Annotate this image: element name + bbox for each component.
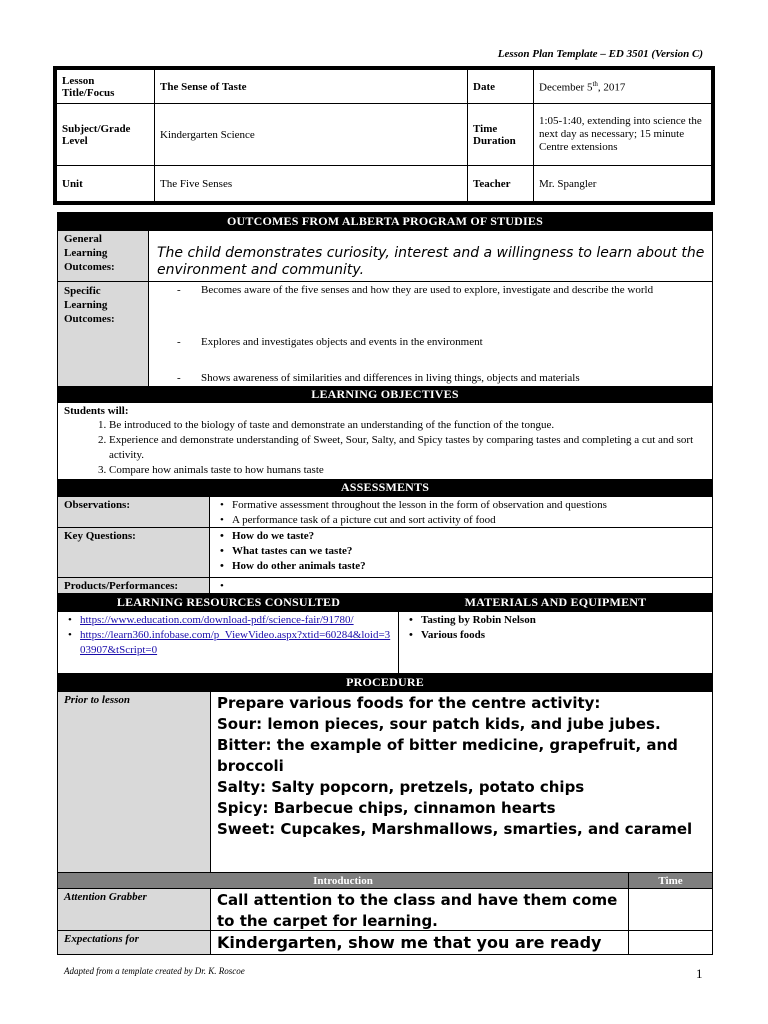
lesson-info-table	[53, 66, 715, 205]
material-1: • Tasting by Robin Nelson	[421, 613, 708, 628]
observations-cell	[57, 496, 210, 528]
date-label: Date	[468, 70, 534, 104]
prior-line-3: Bitter: the example of bitter medicine, grapefruit, and broccoli	[217, 736, 678, 775]
expectations-label: Expectations for	[64, 933, 139, 945]
specific-outcome-3: Shows awareness of similarities and differences in living things, objects and materials	[201, 372, 580, 384]
time-label: Time Duration	[468, 104, 534, 166]
general-outcomes-label: General Learning Outcomes:	[64, 233, 115, 273]
prior-line-1: Prepare various foods for the centre activity:	[217, 694, 601, 712]
procedure-heading: PROCEDURE	[57, 674, 713, 691]
attention-time-cell	[628, 888, 713, 931]
subject-value: Kindergarten Science	[155, 104, 468, 166]
prior-line-6: Sweet: Cupcakes, Marshmallows, smarties, and caramel	[217, 820, 693, 838]
expectations-cell	[57, 930, 211, 955]
materials-heading: MATERIALS AND EQUIPMENT	[398, 594, 713, 611]
objective-2: 2. Experience and demonstrate understanding of Sweet, Sour, Salty, and Spicy tastes by comparing tastes and completing a cut and sort activity.	[109, 433, 706, 463]
key-question-2: • What tastes can we taste?	[232, 544, 708, 559]
products-cell	[57, 577, 210, 594]
introduction-heading: Introduction	[57, 872, 629, 889]
observation-2: • A performance task of a picture cut and sort activity of food	[232, 513, 708, 528]
observations-label: Observations:	[64, 499, 130, 511]
subject-label: Subject/Grade Level	[57, 104, 155, 166]
specific-outcomes-cell	[57, 281, 149, 387]
specific-outcome-1: Becomes aware of the five senses and how they are used to explore, investigate and describe the world	[201, 284, 654, 296]
prior-to-lesson-content	[210, 691, 713, 873]
time-heading: Time	[628, 872, 713, 889]
resources-heading: LEARNING RESOURCES CONSULTED	[57, 594, 400, 611]
observations-list-cell	[209, 496, 713, 528]
expectations-content	[210, 930, 629, 955]
assessments-heading: ASSESSMENTS	[57, 479, 713, 496]
specific-outcomes-label: Specific Learning Outcomes:	[64, 285, 115, 325]
outcomes-heading: OUTCOMES FROM ALBERTA PROGRAM OF STUDIES	[57, 212, 713, 230]
prior-line-5: Spicy: Barbecue chips, cinnamon hearts	[217, 799, 556, 817]
observation-1: • Formative assessment throughout the lesson in the form of observation and questions	[232, 498, 708, 513]
general-outcomes-cell	[57, 230, 149, 282]
specific-outcome-2: Explores and investigates objects and events in the environment	[201, 336, 483, 348]
key-question-1: • How do we taste?	[232, 529, 708, 544]
key-questions-cell	[57, 527, 210, 578]
attention-grabber-content	[210, 888, 629, 931]
lesson-title-label: Lesson Title/Focus	[57, 70, 155, 104]
lesson-title: The Sense of Taste	[155, 70, 468, 104]
objective-3: 3. Compare how animals taste to how humans taste	[109, 463, 706, 478]
attention-grabber-cell	[57, 888, 211, 931]
footer-adapted: Adapted from a template created by Dr. K. Roscoe	[64, 966, 245, 976]
material-2: • Various foods	[421, 628, 708, 643]
resource-link-learn360[interactable]: https://learn360.infobase.com/p_ViewVideo.aspx?xtid=60284&loid=303907&tScript=0	[80, 629, 391, 656]
date-value: December 5th, 2017	[534, 70, 712, 104]
prior-line-2: Sour: lemon pieces, sour patch kids, and jube jubes.	[217, 715, 661, 733]
materials-list-cell	[398, 611, 713, 674]
teacher-label: Teacher	[468, 166, 534, 202]
objectives-intro: Students will:	[64, 405, 129, 417]
time-value: 1:05-1:40, extending into science the next day as necessary; 15 minute Centre extensions	[534, 104, 712, 166]
objectives-heading: LEARNING OBJECTIVES	[57, 386, 713, 403]
unit-label: Unit	[57, 166, 155, 202]
resource-link-education[interactable]: https://www.education.com/download-pdf/science-fair/91780/	[80, 614, 354, 626]
key-questions-list-cell	[209, 527, 713, 578]
prior-to-lesson-cell	[57, 691, 211, 873]
resources-list-cell	[57, 611, 399, 674]
key-question-3: • How do other animals taste?	[232, 559, 708, 574]
expectations-text: Kindergarten, show me that you are ready	[217, 933, 602, 952]
page-number: 1	[696, 966, 703, 981]
teacher-value: Mr. Spangler	[534, 166, 712, 202]
unit-value: The Five Senses	[155, 166, 468, 202]
objective-1: 1. Be introduced to the biology of taste and demonstrate an understanding of the function of the tongue.	[109, 418, 706, 433]
attention-grabber-label: Attention Grabber	[64, 891, 147, 903]
products-list-cell	[209, 577, 713, 594]
specific-outcomes-list: - Becomes aware of the five senses and how they are used to explore, investigate and describe the world - Explores and investigates objects and events in the environment - Shows awareness of similarities and differences in living things, objects and materials	[148, 281, 713, 387]
key-questions-label: Key Questions:	[64, 530, 136, 542]
objectives-section	[57, 403, 713, 479]
prior-to-lesson-label: Prior to lesson	[64, 694, 131, 706]
attention-grabber-text: Call attention to the class and have them come to the carpet for learning.	[217, 891, 618, 930]
products-label: Products/Performances:	[64, 580, 179, 592]
general-outcomes-text-cell	[148, 230, 713, 282]
template-label: Lesson Plan Template – ED 3501 (Version C)	[497, 48, 703, 60]
general-outcomes-text: The child demonstrates curiosity, interest and a willingness to learn about the environment and community.	[157, 245, 705, 278]
prior-line-4: Salty: Salty popcorn, pretzels, potato chips	[217, 778, 585, 796]
expectations-time-cell	[628, 930, 713, 955]
